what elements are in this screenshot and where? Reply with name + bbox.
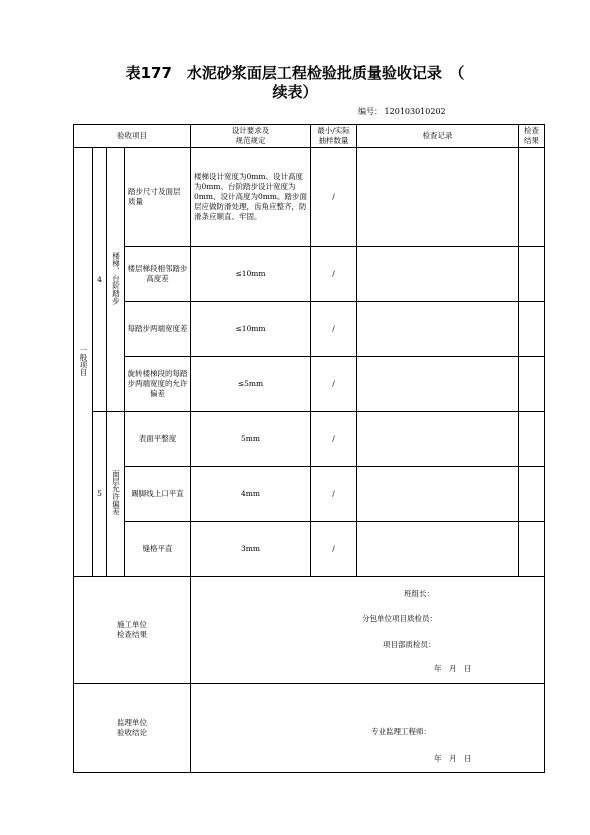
construction-row bbox=[74, 577, 545, 684]
table-row bbox=[74, 522, 545, 577]
supervision-label: 监理单位 验收结论 bbox=[74, 684, 191, 773]
check-item: 旋转楼梯段的每踏步两端宽度的允许偏差 bbox=[125, 357, 191, 412]
table-row bbox=[74, 357, 545, 412]
check-result[interactable] bbox=[519, 302, 545, 357]
table-row bbox=[74, 467, 545, 522]
sample-count: / bbox=[311, 302, 357, 357]
check-item: 踢脚线上口平直 bbox=[125, 467, 191, 522]
team-leader-label: 班组长： bbox=[404, 589, 434, 598]
title-line-1: 表177 水泥砂浆面层工程检验批质量验收记录 （ bbox=[125, 64, 465, 82]
check-record[interactable] bbox=[357, 302, 519, 357]
design-requirement: ≤10mm bbox=[191, 247, 311, 302]
check-result[interactable] bbox=[519, 247, 545, 302]
supervision-date: 年 月 日 bbox=[434, 754, 472, 763]
table-header-row bbox=[74, 125, 545, 148]
group-name: 面层允许偏差 bbox=[107, 412, 125, 577]
document-title bbox=[60, 64, 530, 102]
check-item: 每踏步两端宽度差 bbox=[125, 302, 191, 357]
sample-count: / bbox=[311, 412, 357, 467]
doc-number-value: 120103010202 bbox=[384, 107, 446, 116]
sample-count: / bbox=[311, 247, 357, 302]
check-record[interactable] bbox=[357, 467, 519, 522]
check-result[interactable] bbox=[519, 412, 545, 467]
check-result[interactable] bbox=[519, 357, 545, 412]
construction-signature-area[interactable] bbox=[191, 577, 545, 684]
check-record[interactable] bbox=[357, 148, 519, 247]
sample-count: / bbox=[311, 357, 357, 412]
header-design: 设计要求及 规范规定 bbox=[191, 125, 311, 148]
header-record: 检查记录 bbox=[357, 125, 519, 148]
check-record[interactable] bbox=[357, 357, 519, 412]
header-result: 检查 结果 bbox=[519, 125, 545, 148]
doc-number-label: 编号： bbox=[358, 107, 382, 116]
sample-count: / bbox=[311, 467, 357, 522]
table-row bbox=[74, 412, 545, 467]
construction-date: 年 月 日 bbox=[434, 664, 472, 673]
design-requirement: ≤10mm bbox=[191, 302, 311, 357]
group-number: 4 bbox=[93, 148, 107, 412]
check-item: 缝格平直 bbox=[125, 522, 191, 577]
sample-count: / bbox=[311, 522, 357, 577]
check-item: 踏步尺寸及面层质量 bbox=[125, 148, 191, 247]
table-row bbox=[74, 302, 545, 357]
document-number bbox=[358, 106, 446, 117]
header-item: 验收项目 bbox=[74, 125, 191, 148]
design-requirement: 3mm bbox=[191, 522, 311, 577]
sub-inspector-label: 分包单位项目质检员： bbox=[362, 614, 437, 623]
construction-label: 施工单位 检查结果 bbox=[74, 577, 191, 684]
sample-count: / bbox=[311, 148, 357, 247]
design-requirement: 5mm bbox=[191, 412, 311, 467]
check-item: 楼层梯段相邻踏步高度差 bbox=[125, 247, 191, 302]
supervision-signature-area[interactable] bbox=[191, 684, 545, 773]
table-row bbox=[74, 148, 545, 247]
check-record[interactable] bbox=[357, 522, 519, 577]
check-record[interactable] bbox=[357, 247, 519, 302]
design-requirement: ≤5mm bbox=[191, 357, 311, 412]
group-name: 楼梯、台阶踏步 bbox=[107, 148, 125, 412]
check-item: 表面平整度 bbox=[125, 412, 191, 467]
check-record[interactable] bbox=[357, 412, 519, 467]
title-line-2: 续表） bbox=[272, 83, 318, 101]
check-result[interactable] bbox=[519, 467, 545, 522]
design-requirement: 楼梯设计宽度为0mm、设计高度为0mm、台阶踏步设计宽度为0mm、设计高度为0mm。踏步面层应做防滑处理，齿角应整齐，防滑条应顺直、牢固。 bbox=[191, 148, 311, 247]
general-item-label: 一般项目 bbox=[74, 148, 93, 577]
inspection-table bbox=[73, 124, 545, 773]
engineer-label: 专业监理工程师： bbox=[371, 727, 431, 736]
supervision-row bbox=[74, 684, 545, 773]
project-inspector-label: 项目部质检员： bbox=[383, 640, 436, 649]
group-number: 5 bbox=[93, 412, 107, 577]
check-result[interactable] bbox=[519, 522, 545, 577]
check-result[interactable] bbox=[519, 148, 545, 247]
header-sample: 最小/实际 抽样数量 bbox=[311, 125, 357, 148]
table-row bbox=[74, 247, 545, 302]
design-requirement: 4mm bbox=[191, 467, 311, 522]
